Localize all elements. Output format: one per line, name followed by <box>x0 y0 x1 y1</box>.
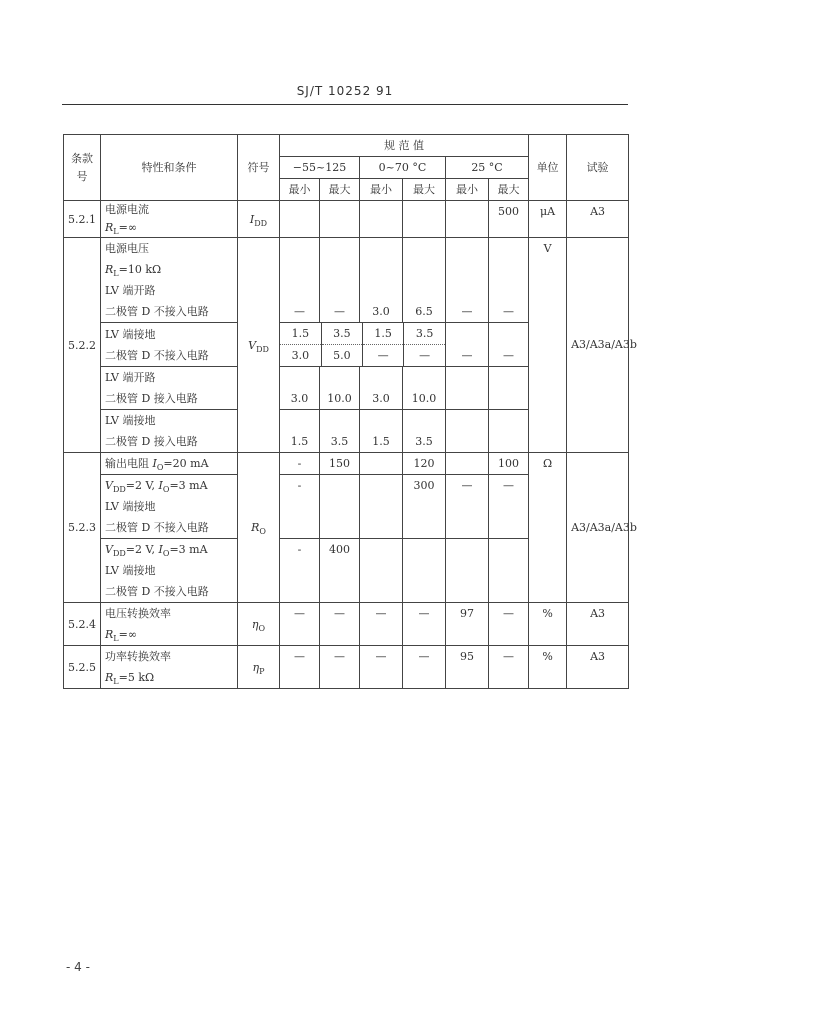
condition-line: 电源电流 <box>105 203 149 216</box>
value: 400 <box>320 539 360 603</box>
value: — <box>320 603 360 646</box>
condition: LV 端接地 二极管 D 不接入电路 <box>101 323 238 367</box>
header-max: 最大 <box>320 179 360 201</box>
value: 1.5 <box>363 323 404 345</box>
table-row <box>64 603 629 646</box>
value: — <box>489 238 529 323</box>
test-ref: A3/A3a/A3b <box>567 453 629 603</box>
value <box>446 453 489 475</box>
value: - <box>280 453 320 475</box>
value: — <box>446 323 489 367</box>
symbol: $R_O$ <box>238 453 280 603</box>
value: 100 <box>489 453 529 475</box>
header-max: 最大 <box>489 179 529 201</box>
header-test: 试验 <box>567 135 629 201</box>
table-row <box>64 646 629 689</box>
table-header-row <box>64 135 629 157</box>
temp-range-2: 0~70 °C <box>360 157 446 179</box>
page-number: - 4 - <box>66 960 90 974</box>
document-number: SJ/T 10252 91 <box>296 84 394 98</box>
clause-number: 5.2.4 <box>64 603 101 646</box>
header-max: 最大 <box>403 179 446 201</box>
value: - <box>280 475 320 539</box>
symbol: $I_{DD}$ <box>238 201 280 238</box>
value: 95 <box>446 646 489 689</box>
condition: 电压转换效率 $R_L=\infty$ <box>101 603 238 646</box>
condition: LV 端开路 二极管 D 接入电路 <box>101 367 238 410</box>
condition: 功率转换效率 $R_L=5$ kΩ <box>101 646 238 689</box>
test-ref: A3 <box>567 646 629 689</box>
value: — <box>320 646 360 689</box>
condition <box>101 201 238 238</box>
value: 3.0 <box>280 367 320 410</box>
value: 300 <box>403 475 446 539</box>
condition: 电源电压 $R_L=10$ kΩ LV 端开路 二极管 D 不接入电路 <box>101 238 238 323</box>
value: — <box>419 349 431 362</box>
table-row <box>64 201 629 238</box>
clause-number: 5.2.2 <box>64 238 101 453</box>
test-ref: A3 <box>567 603 629 646</box>
header-characteristics: 特性和条件 <box>101 135 238 201</box>
value: — <box>446 475 489 539</box>
header-unit: 单位 <box>529 135 567 201</box>
value-25-max: 500 <box>489 201 529 238</box>
value: — <box>489 603 529 646</box>
table-row <box>64 238 629 323</box>
unit: % <box>529 646 567 689</box>
value: — <box>320 238 360 323</box>
condition-line: $R_L=\infty$ <box>105 221 137 237</box>
header-min: 最小 <box>446 179 489 201</box>
value: 5.0 <box>321 345 362 367</box>
value: — <box>363 345 404 367</box>
clause-number: 5.2.5 <box>64 646 101 689</box>
clause-number: 5.2.1 <box>64 201 101 238</box>
value: — <box>403 646 446 689</box>
value: — <box>489 646 529 689</box>
value-group <box>280 323 446 367</box>
condition: $V_{DD}=2$ V, $I_O=3$ mA LV 端接地 二极管 D 不接入电路 <box>101 475 238 539</box>
value: — <box>489 475 529 539</box>
value: — <box>280 238 320 323</box>
header-min: 最小 <box>280 179 320 201</box>
unit: μA <box>529 201 567 238</box>
header-clause: 条款号 <box>64 135 101 201</box>
temp-range-1: −55~125 <box>280 157 360 179</box>
value <box>360 453 403 475</box>
value: 3.5 <box>320 410 360 453</box>
symbol: $\eta_P$ <box>238 646 280 689</box>
symbol: $\eta_O$ <box>238 603 280 646</box>
value: 1.5 <box>280 410 320 453</box>
temp-range-3: 25 °C <box>446 157 529 179</box>
test-ref: A3 <box>567 201 629 238</box>
value: — <box>280 646 320 689</box>
clause-number: 5.2.3 <box>64 453 101 603</box>
unit: % <box>529 603 567 646</box>
value: 1.5 <box>360 410 403 453</box>
unit: V <box>529 238 567 453</box>
condition: 输出电阻 $I_O=20$ mA <box>101 453 238 475</box>
value: 120 <box>403 453 446 475</box>
value: — <box>446 238 489 323</box>
table-row <box>64 453 629 475</box>
spec-table <box>63 134 637 689</box>
header-symbol: 符号 <box>238 135 280 201</box>
value: — <box>280 603 320 646</box>
value: 3.5 <box>403 410 446 453</box>
value: 6.5 <box>403 238 446 323</box>
value: — <box>360 646 403 689</box>
header-divider <box>62 104 628 105</box>
value: 1.5 <box>280 323 321 345</box>
test-ref: A3/A3a/A3b <box>567 238 629 453</box>
value <box>360 475 403 539</box>
value: 10.0 <box>403 367 446 410</box>
value: 150 <box>320 453 360 475</box>
value: 3.5 <box>404 323 445 345</box>
unit: Ω <box>529 453 567 603</box>
value: — <box>489 323 529 367</box>
value: — <box>403 603 446 646</box>
value <box>320 475 360 539</box>
value: 3.5 <box>321 323 362 345</box>
value: 3.0 <box>360 367 403 410</box>
value: 10.0 <box>320 367 360 410</box>
value: — <box>360 603 403 646</box>
value: 3.0 <box>360 238 403 323</box>
condition: $V_{DD}=2$ V, $I_O=3$ mA LV 端接地 二极管 D 不接入电路 <box>101 539 238 603</box>
condition: LV 端接地 二极管 D 接入电路 <box>101 410 238 453</box>
value: 97 <box>446 603 489 646</box>
symbol: $V_{DD}$ <box>238 238 280 453</box>
header-min: 最小 <box>360 179 403 201</box>
value: 3.0 <box>280 345 321 367</box>
value: - <box>280 539 320 603</box>
header-spec-value: 规 范 值 <box>280 135 529 157</box>
